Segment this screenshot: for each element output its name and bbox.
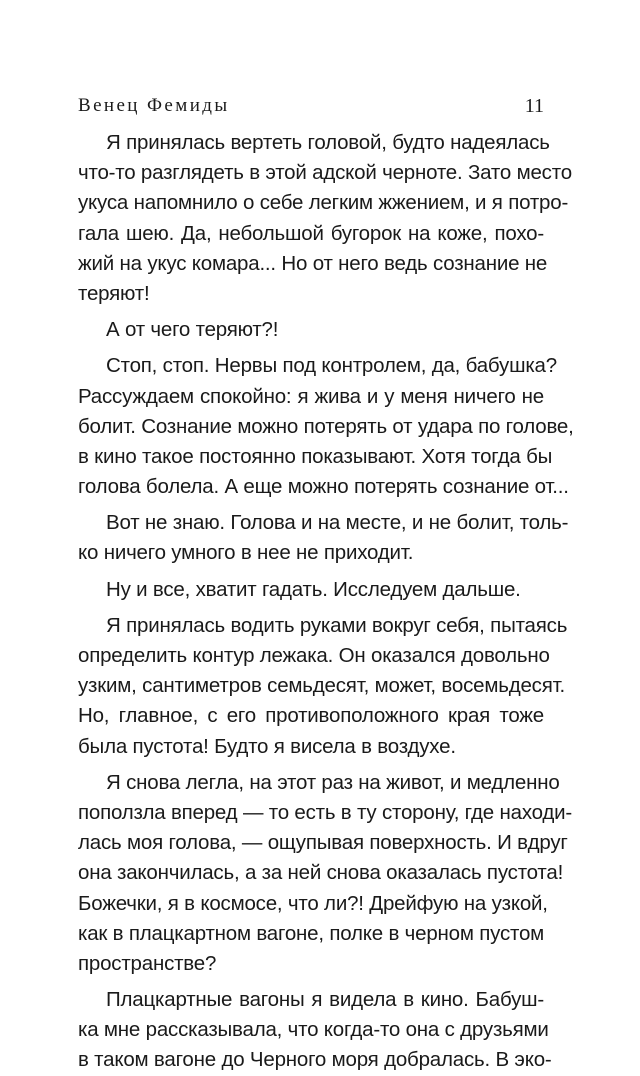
- text-line: Ну и все, хватит гадать. Исследуем дальше.: [106, 577, 521, 601]
- text-line: жий на укус комара... Но от него ведь сознание не: [78, 251, 548, 275]
- paragraph: [78, 508, 569, 568]
- text-line: Но, главное, с его противоположного края тоже: [78, 704, 544, 728]
- text-line: она закончилась, а за ней снова оказалась пустота!: [78, 861, 564, 885]
- text-line: ка мне рассказывала, что когда-то она с друзьями: [78, 1018, 549, 1042]
- text-line: голова болела. А еще можно потерять сознание от...: [78, 475, 569, 499]
- text-line: укуса напомнило о себе легким жжением, и я потро-: [78, 191, 569, 215]
- text-line: теряют!: [78, 281, 150, 305]
- paragraph: [78, 575, 544, 605]
- text-line: была пустота! Будто я висела в воздухе.: [78, 734, 456, 758]
- text-line: что-то разглядеть в этой адской черноте. Зато место: [78, 161, 572, 185]
- paragraph: [78, 611, 568, 762]
- paragraph: [78, 351, 574, 502]
- text-line: узким, сантиметров семьдесят, может, восемьдесят.: [78, 674, 566, 698]
- text-line: ко ничего умного в нее не приходит.: [78, 541, 414, 565]
- text-line: болит. Сознание можно потерять от удара по голове,: [78, 414, 574, 438]
- text-line: лась моя голова, — ощупывая поверхность. И вдруг: [78, 831, 568, 855]
- text-line: Я снова легла, на этот раз на живот, и медленно: [106, 770, 560, 794]
- text-line: пространстве?: [78, 951, 217, 975]
- page-number: 11: [524, 95, 544, 117]
- paragraph: [78, 128, 572, 309]
- text-line: Вот не знаю. Голова и на месте, и не болит, толь-: [106, 511, 569, 535]
- body-text: [78, 128, 574, 1076]
- running-title: Венец Фемиды: [78, 95, 230, 116]
- text-line: как в плацкартном вагоне, полке в черном пустом: [78, 921, 545, 945]
- text-line: Я принялась водить руками вокруг себя, пытаясь: [106, 613, 568, 637]
- text-line: Стоп, стоп. Нервы под контролем, да, бабушка?: [106, 354, 557, 378]
- text-line: определить контур лежака. Он оказался довольно: [78, 644, 550, 667]
- text-line: Рассуждаем спокойно: я жива и у меня ничего не: [78, 384, 544, 408]
- text-line: в таком вагоне до Черного моря добралась. В эко-: [78, 1048, 552, 1072]
- text-line: Плацкартные вагоны я видела в кино. Бабуш-: [106, 988, 544, 1012]
- text-line: А от чего теряют?!: [106, 318, 279, 342]
- text-line: Я принялась вертеть головой, будто надеялась: [106, 131, 550, 154]
- text-line: в кино такое постоянно показывают. Хотя тогда бы: [78, 444, 553, 468]
- paragraph: [78, 768, 573, 979]
- text-line: Божечки, я в космосе, что ли?! Дрейфую на узкой,: [78, 891, 548, 915]
- paragraph: [78, 985, 552, 1076]
- text-line: поползла вперед — то есть в ту сторону, где находи-: [78, 800, 573, 824]
- text-line: гала шею. Да, небольшой бугорок на коже, похо-: [78, 221, 544, 245]
- paragraph: [78, 315, 544, 345]
